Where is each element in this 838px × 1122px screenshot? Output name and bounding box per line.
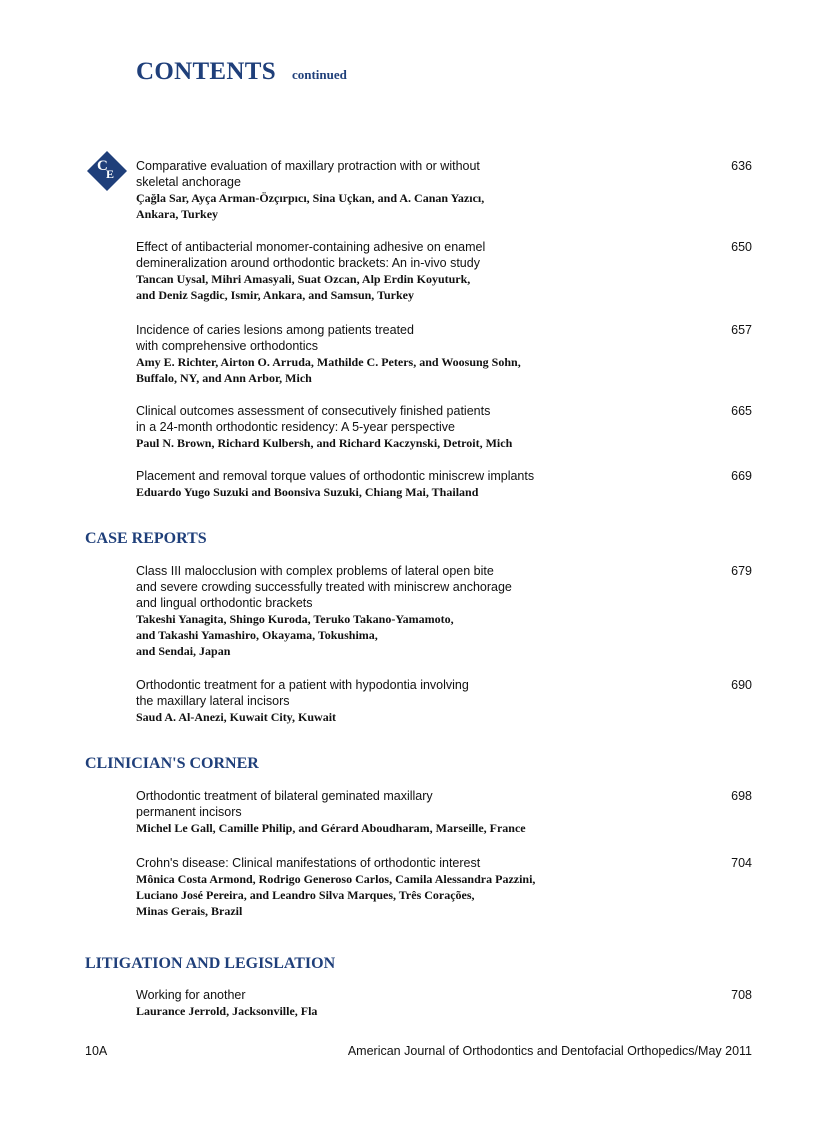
contents-header bbox=[136, 58, 347, 86]
page-number: 669 bbox=[731, 469, 752, 483]
article-title: Working for another bbox=[136, 988, 246, 1002]
article-title: Incidence of caries lesions among patients treated bbox=[136, 323, 414, 337]
toc-entry[interactable] bbox=[136, 788, 752, 836]
article-authors: Eduardo Yugo Suzuki and Boonsiva Suzuki, Chiang Mai, Thailand bbox=[136, 485, 479, 499]
toc-entry[interactable] bbox=[136, 158, 752, 222]
footer-journal: American Journal of Orthodontics and Dentofacial Orthopedics/May 2011 bbox=[347, 1044, 752, 1058]
article-title: and lingual orthodontic brackets bbox=[136, 596, 313, 610]
article-title: Clinical outcomes assessment of consecutively finished patients bbox=[136, 404, 491, 418]
article-title: Crohn's disease: Clinical manifestations of orthodontic interest bbox=[136, 856, 481, 870]
page-number: 698 bbox=[731, 789, 752, 803]
page-title: CONTENTS bbox=[136, 58, 276, 85]
article-authors: Takeshi Yanagita, Shingo Kuroda, Teruko Takano-Yamamoto, bbox=[136, 612, 454, 626]
article-title: demineralization around orthodontic brackets: An in-vivo study bbox=[136, 256, 480, 270]
article-title: and severe crowding successfully treated with miniscrew anchorage bbox=[136, 580, 512, 594]
page-number: 690 bbox=[731, 678, 752, 692]
section-heading-case-reports: CASE REPORTS bbox=[85, 530, 207, 547]
page-number: 665 bbox=[731, 404, 752, 418]
article-authors: Tancan Uysal, Mihri Amasyali, Suat Ozcan, Alp Erdin Koyuturk, bbox=[136, 272, 471, 286]
article-authors: Laurance Jerrold, Jacksonville, Fla bbox=[136, 1004, 318, 1018]
page-number: 679 bbox=[731, 564, 752, 578]
article-title: Placement and removal torque values of orthodontic miniscrew implants bbox=[136, 469, 535, 483]
page-subtitle: continued bbox=[291, 67, 347, 82]
section-heading-clinicians-corner: CLINICIAN'S CORNER bbox=[85, 755, 259, 772]
article-authors: Luciano José Pereira, and Leandro Silva Marques, Três Corações, bbox=[136, 888, 475, 902]
article-title: Orthodontic treatment for a patient with hypodontia involving bbox=[136, 678, 469, 692]
article-authors: Amy E. Richter, Airton O. Arruda, Mathilde C. Peters, and Woosung Sohn, bbox=[136, 355, 521, 369]
article-title: permanent incisors bbox=[136, 805, 242, 819]
page-number: 704 bbox=[731, 856, 752, 870]
ce-letter-c: C bbox=[97, 158, 108, 174]
article-title: Class III malocclusion with complex problems of lateral open bite bbox=[136, 564, 494, 578]
toc-entry[interactable] bbox=[136, 403, 752, 451]
article-authors: Çağla Sar, Ayça Arman-Özçırpıcı, Sina Uçkan, and A. Canan Yazıcı, bbox=[136, 191, 485, 205]
article-authors: Saud A. Al-Anezi, Kuwait City, Kuwait bbox=[136, 710, 337, 724]
article-authors: and Takashi Yamashiro, Okayama, Tokushima, bbox=[136, 628, 378, 642]
toc-entry[interactable] bbox=[136, 855, 752, 919]
article-authors: Michel Le Gall, Camille Philip, and Gérard Aboudharam, Marseille, France bbox=[136, 821, 526, 835]
article-authors: Minas Gerais, Brazil bbox=[136, 904, 243, 918]
footer-page-id: 10A bbox=[85, 1044, 108, 1058]
toc-entry[interactable] bbox=[136, 677, 752, 725]
article-authors: and Deniz Sagdic, Ismir, Ankara, and Samsun, Turkey bbox=[136, 288, 414, 302]
article-title: Comparative evaluation of maxillary protraction with or without bbox=[136, 159, 480, 173]
toc-entry[interactable] bbox=[136, 322, 752, 386]
article-title: in a 24-month orthodontic residency: A 5-year perspective bbox=[136, 420, 455, 434]
article-authors: and Sendai, Japan bbox=[136, 644, 231, 658]
page-number: 636 bbox=[731, 159, 752, 173]
article-title: with comprehensive orthodontics bbox=[136, 339, 319, 353]
article-authors: Buffalo, NY, and Ann Arbor, Mich bbox=[136, 371, 312, 385]
ce-letter-e: E bbox=[106, 167, 115, 181]
toc-entry[interactable] bbox=[136, 563, 752, 659]
page-number: 657 bbox=[731, 323, 752, 337]
ce-credit-icon bbox=[86, 150, 128, 192]
toc-entry[interactable] bbox=[136, 987, 752, 1019]
toc-entry[interactable] bbox=[136, 239, 752, 303]
article-authors: Paul N. Brown, Richard Kulbersh, and Richard Kaczynski, Detroit, Mich bbox=[136, 436, 513, 450]
toc-entry[interactable] bbox=[136, 468, 752, 500]
article-title: Effect of antibacterial monomer-containing adhesive on enamel bbox=[136, 240, 486, 254]
section-heading-litigation: LITIGATION AND LEGISLATION bbox=[85, 955, 336, 972]
page-number: 708 bbox=[731, 988, 752, 1002]
article-authors: Ankara, Turkey bbox=[136, 207, 219, 221]
article-title: skeletal anchorage bbox=[136, 175, 241, 189]
article-title: Orthodontic treatment of bilateral geminated maxillary bbox=[136, 789, 433, 803]
article-authors: Mônica Costa Armond, Rodrigo Generoso Carlos, Camila Alessandra Pazzini, bbox=[136, 872, 536, 886]
page-number: 650 bbox=[731, 240, 752, 254]
article-title: the maxillary lateral incisors bbox=[136, 694, 290, 708]
